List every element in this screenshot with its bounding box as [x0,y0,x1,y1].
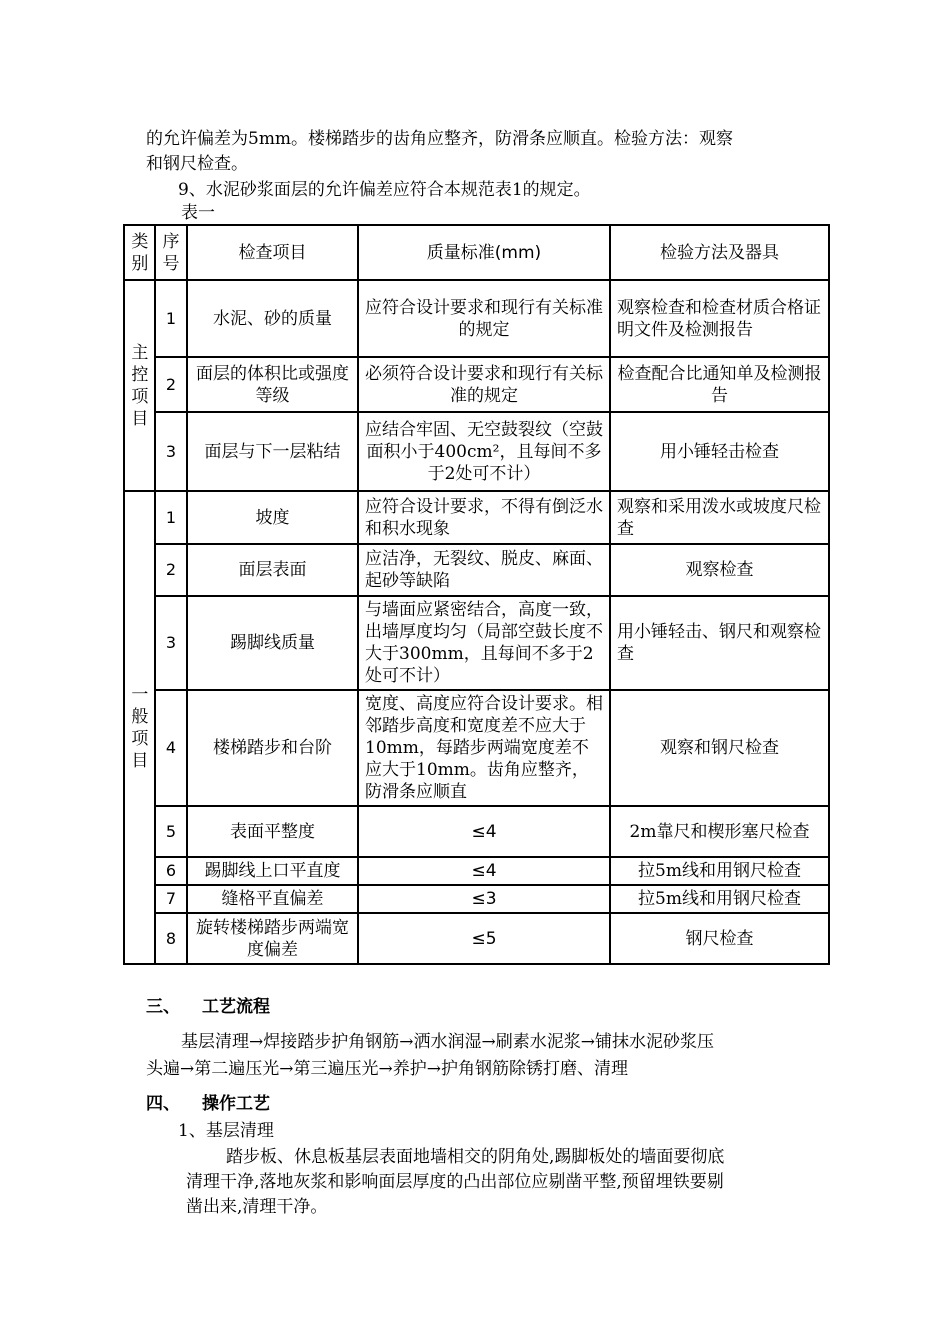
intro-line-2: 和钢尺检查。 [146,154,248,174]
row-method: 拉5m线和用钢尺检查 [610,885,829,913]
header-index: 序号 [155,225,187,280]
row-standard: 必须符合设计要求和现行有关标准的规定 [358,357,610,412]
table-row [124,280,829,357]
section3-number: 三、 [146,997,180,1017]
row-item: 坡度 [187,491,358,544]
section4-para-line-2: 清理干净,落地灰浆和影响面层厚度的凸出部位应剔凿平整,预留埋铁要剔 [186,1172,724,1192]
row-method: 观察检查 [610,544,829,596]
row-method: 观察检查和检查材质合格证明文件及检测报告 [610,280,829,357]
category-general: 一般项目 [124,491,155,964]
row-no: 6 [155,857,187,885]
row-standard: 应洁净，无裂纹、脱皮、麻面、起砂等缺陷 [358,544,610,596]
row-no: 4 [155,690,187,806]
header-standard: 质量标准(mm) [358,225,610,280]
section4-title: 操作工艺 [202,1094,270,1114]
category-main: 主控项目 [124,280,155,491]
row-no: 7 [155,885,187,913]
row-method: 钢尺检查 [610,913,829,964]
row-method: 2m靠尺和楔形塞尺检查 [610,806,829,857]
row-method: 用小锤轻击检查 [610,412,829,491]
table-header-row [124,225,829,280]
header-item: 检查项目 [187,225,358,280]
row-standard: 宽度、高度应符合设计要求。相邻踏步高度和宽度差不应大于10mm，每踏步两端宽度差不应大于10mm。齿角应整齐，防滑条应顺直 [358,690,610,806]
row-standard: ≤4 [358,806,610,857]
row-method: 观察和钢尺检查 [610,690,829,806]
row-method: 拉5m线和用钢尺检查 [610,857,829,885]
header-method: 检验方法及器具 [610,225,829,280]
row-item: 旋转楼梯踏步两端宽度偏差 [187,913,358,964]
row-item: 楼梯踏步和台阶 [187,690,358,806]
header-category: 类别 [124,225,155,280]
row-no: 3 [155,596,187,690]
row-item: 踢脚线上口平直度 [187,857,358,885]
row-standard: 应符合设计要求和现行有关标准的规定 [358,280,610,357]
row-no: 5 [155,806,187,857]
row-item: 踢脚线质量 [187,596,358,690]
row-item: 面层的体积比或强度等级 [187,357,358,412]
inspection-table [123,224,830,965]
section3-title: 工艺流程 [202,997,270,1017]
row-standard: 应符合设计要求，不得有倒泛水和积水现象 [358,491,610,544]
intro-line-3: 9、水泥砂浆面层的允许偏差应符合本规范表1的规定。 [178,180,591,200]
row-method: 观察和采用泼水或坡度尺检查 [610,491,829,544]
row-no: 2 [155,357,187,412]
table-row [124,544,829,596]
table-row [124,806,829,857]
row-no: 1 [155,280,187,357]
row-standard: ≤5 [358,913,610,964]
table-row [124,412,829,491]
row-standard: 与墙面应紧密结合，高度一致，出墙厚度均匀（局部空鼓长度不大于300mm，且每间不多于2处可不计） [358,596,610,690]
section3-flow-line-1: 基层清理→焊接踏步护角钢筋→洒水润湿→刷素水泥浆→铺抹水泥砂浆压 [181,1032,714,1052]
row-standard: 应结合牢固、无空鼓裂纹（空鼓面积小于400cm²，且每间不多于2处可不计） [358,412,610,491]
section3-flow-line-2: 头遍→第二遍压光→第三遍压光→养护→护角钢筋除锈打磨、清理 [146,1059,628,1079]
row-no: 8 [155,913,187,964]
table-row [124,913,829,964]
intro-line-1: 的允许偏差为5mm。楼梯踏步的齿角应整齐，防滑条应顺直。检验方法：观察 [146,129,734,149]
table-row [124,857,829,885]
row-item: 水泥、砂的质量 [187,280,358,357]
table-row [124,491,829,544]
section4-number: 四、 [146,1094,180,1114]
row-method: 用小锤轻击、钢尺和观察检查 [610,596,829,690]
table-row [124,690,829,806]
table-row [124,357,829,412]
table-caption: 表一 [181,203,215,223]
row-no: 2 [155,544,187,596]
row-standard: ≤3 [358,885,610,913]
row-item: 表面平整度 [187,806,358,857]
row-item: 面层与下一层粘结 [187,412,358,491]
row-no: 1 [155,491,187,544]
row-method: 检查配合比通知单及检测报告 [610,357,829,412]
row-item: 缝格平直偏差 [187,885,358,913]
section4-para-line-1: 踏步板、休息板基层表面地墙相交的阴角处,踢脚板处的墙面要彻底 [226,1147,725,1167]
row-no: 3 [155,412,187,491]
table-row [124,596,829,690]
table-row [124,885,829,913]
section4-para-line-3: 凿出来,清理干净。 [186,1197,328,1217]
section4-subheading: 1、基层清理 [178,1121,274,1141]
row-item: 面层表面 [187,544,358,596]
row-standard: ≤4 [358,857,610,885]
